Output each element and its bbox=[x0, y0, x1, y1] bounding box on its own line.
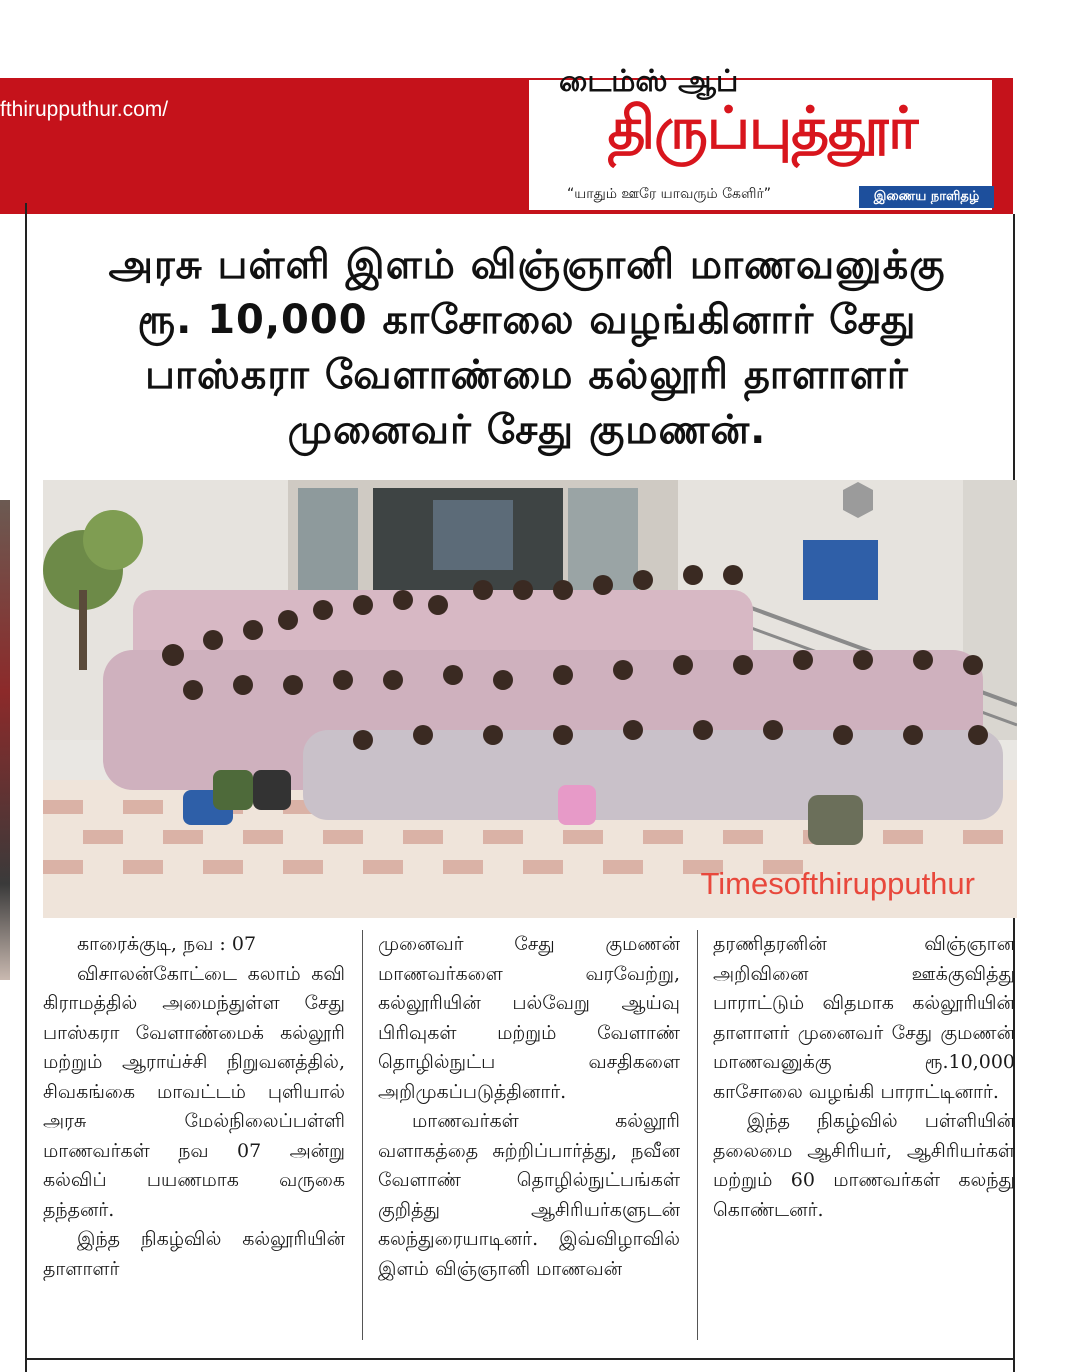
group-photo bbox=[43, 480, 1017, 918]
photo-watermark: Timesofthirupputhur bbox=[700, 866, 975, 901]
logo-tagline: “யாதும் ஊரே யாவரும் கேளிர்” bbox=[567, 186, 772, 202]
site-url[interactable]: fthirupputhur.com/ bbox=[0, 98, 169, 121]
headline bbox=[42, 238, 1012, 458]
column-divider bbox=[697, 930, 698, 1340]
article-paragraph: விசாலன்கோட்டை கலாம் கவி கிராமத்தில் அமைந்துள்ள சேது பாஸ்கரா வேளாண்மைக் கல்லூரி மற்றும் ஆராய்ச்சி நிறுவனத்தில், சிவகங்கை மாவட்டம் புளியால் அரசு மேல்நிலைப்பள்ளி மாணவர்கள் நவ 07 அன்று கல்விப் பயணமாக வருகை தந்தனர். bbox=[43, 962, 345, 1221]
logo-top-text: டைம்ஸ் ஆப் bbox=[559, 64, 739, 99]
article-paragraph: இந்த நிகழ்வில் பள்ளியின் தலைமை ஆசிரியர், ஆசிரியர்கள் மற்றும் 60 மாணவர்கள் கலந்து கொண்டனர். bbox=[713, 1110, 1015, 1221]
article-paragraph: தரணிதரனின் விஞ்ஞான அறிவினை ஊக்குவித்து பாராட்டும் விதமாக கல்லூரியின் தாளாளர் முனைவர் சேது குமணன் மாணவனுக்கு ரூ.10,000 காசோலை வழங்கி பாராட்டினார். bbox=[713, 933, 1015, 1103]
group-photo-illustration bbox=[43, 480, 1017, 918]
article-paragraph: முனைவர் சேது குமணன் மாணவர்களை வரவேற்று, கல்லூரியின் பல்வேறு ஆய்வு பிரிவுகள் மற்றும் வேளாண் தொழில்நுட்ப வசதிகளை அறிமுகப்படுத்தினார். bbox=[378, 933, 680, 1103]
dateline: காரைக்குடி, நவ : 07 bbox=[77, 933, 257, 955]
article-column-1 bbox=[43, 930, 345, 1284]
column-divider bbox=[362, 930, 363, 1340]
article-paragraph: மாணவர்கள் கல்லூரி வளாகத்தை சுற்றிப்பார்த்து, நவீன வேளாண் தொழில்நுட்பங்கள் குறித்து ஆசிரியர்களுடன் கலந்துரையாடினர். இவ்விழாவில் இளம் விஞ்ஞானி மாணவன் bbox=[378, 1110, 680, 1280]
left-column-rule bbox=[25, 203, 27, 1372]
headline-line: பாஸ்கரா வேளாண்மை கல்லூரி தாளாளர் bbox=[145, 352, 909, 398]
logo-main-text: திருப்புத்தூர் bbox=[607, 94, 918, 162]
headline-line: ரூ. 10,000 காசோலை வழங்கினார் சேது bbox=[137, 297, 917, 343]
headline-line: முனைவர் சேது குமணன். bbox=[287, 407, 767, 453]
article-paragraph: இந்த நிகழ்வில் கல்லூரியின் தாளாளர் bbox=[43, 1228, 345, 1280]
adjacent-page-photo-fragment bbox=[0, 500, 10, 980]
article-column-3 bbox=[713, 930, 1015, 1225]
bottom-rule bbox=[25, 1358, 1015, 1360]
newspaper-logo bbox=[527, 64, 994, 212]
article-column-2 bbox=[378, 930, 680, 1284]
headline-line: அரசு பள்ளி இளம் விஞ்ஞானி மாணவனுக்கு bbox=[108, 242, 946, 288]
logo-badge: இணைய நாளிதழ் bbox=[859, 186, 994, 208]
